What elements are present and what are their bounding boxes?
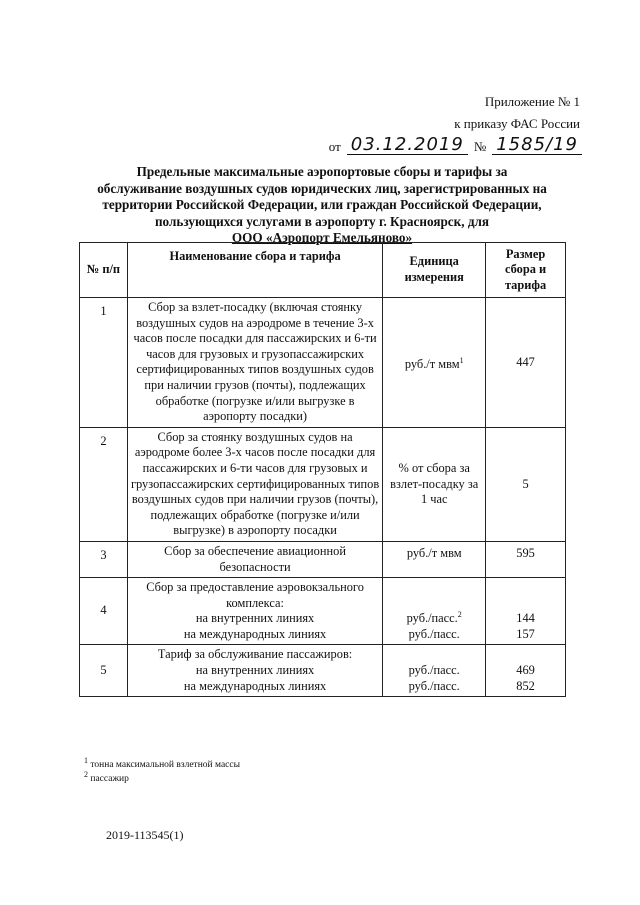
order-number: 1585/19: [492, 136, 582, 155]
row-name: Тариф за обслуживание пассажиров: на внутренних линиях на международных линиях: [127, 645, 382, 697]
header-value: Размер сбора и тарифа: [486, 243, 566, 298]
row-unit: руб./пасс. руб./пасс.: [383, 645, 486, 697]
row-value: 595: [486, 541, 566, 577]
header-number: № п/п: [80, 243, 128, 298]
row-name: Сбор за взлет-посадку (включая стоянку воздушных судов на аэродроме в течение 3-х часов после посадки для пассажирских и 6-ти часов для грузовых и грузопассажирских сертифицированных типов воздушных судов при наличии грузов (почты), подлежащих обработке (погрузке и/или выгрузке в аэропорту посадки): [127, 298, 382, 428]
row-name: Сбор за стоянку воздушных судов на аэродроме более 3-х часов после посадки для пассажирских и 6-ти часов для грузовых и грузопассажирских сертифицированных типов воздушных судов при наличии грузов (почты), подлежащих обработке (погрузке и/или выгрузке) в аэропорту посадки: [127, 427, 382, 541]
row-value: 447: [486, 298, 566, 428]
appendix-label: Приложение № 1: [484, 94, 580, 109]
title-line: обслуживание воздушных судов юридических лиц, зарегистрированных на: [97, 180, 547, 196]
row-number: 4: [80, 578, 128, 645]
title-line: территории Российской Федерации, или граждан Российской Федерации,: [102, 197, 542, 212]
table-row: [80, 645, 566, 697]
table-header-row: [80, 243, 566, 298]
title-line: пользующихся услугами в аэропорту г. Красноярск, для: [154, 213, 490, 229]
row-value: 469 852: [486, 645, 566, 697]
table-row: [80, 298, 566, 428]
header-unit: Единица измерения: [383, 243, 486, 298]
table-row: [80, 427, 566, 541]
row-number: 3: [80, 541, 128, 577]
footnote-1: $^1$ тонна максимальной взлетной массы: [84, 756, 240, 771]
row-unit: % от сбора за взлет-посадку за 1 час: [383, 427, 486, 541]
order-date-line: [329, 136, 582, 155]
row-name: Сбор за обеспечение авиационной безопасности: [127, 541, 382, 577]
row-value: 5: [486, 427, 566, 541]
table-row: [80, 541, 566, 577]
title-company: ООО «Аэропорт Емельяново»: [231, 230, 413, 245]
row-unit: руб./т мвм$^1$: [383, 298, 486, 428]
row-number: 1: [80, 298, 128, 428]
title-line: Предельные максимальные аэропортовые сборы и тарифы за: [136, 164, 508, 179]
tariff-table: [79, 242, 566, 697]
date-prefix: от: [328, 139, 341, 154]
document-code: 2019-113545(1): [106, 828, 184, 842]
footnote-2: $^2$ пассажир: [84, 770, 129, 785]
header-name: Наименование сбора и тарифа: [127, 243, 382, 298]
row-unit: руб./пасс.$^2$ руб./пасс.: [383, 578, 486, 645]
row-unit: руб./т мвм: [383, 541, 486, 577]
table-row: [80, 578, 566, 645]
order-date: 03.12.2019: [347, 136, 468, 155]
number-prefix: №: [473, 139, 487, 154]
row-number: 2: [80, 427, 128, 541]
row-number: 5: [80, 645, 128, 697]
row-value: 144 157: [486, 578, 566, 645]
document-title: [78, 164, 566, 247]
order-reference: к приказу ФАС России: [454, 116, 580, 131]
row-name: Сбор за предоставление аэровокзального комплекса: на внутренних линиях на международных линиях: [127, 578, 382, 645]
